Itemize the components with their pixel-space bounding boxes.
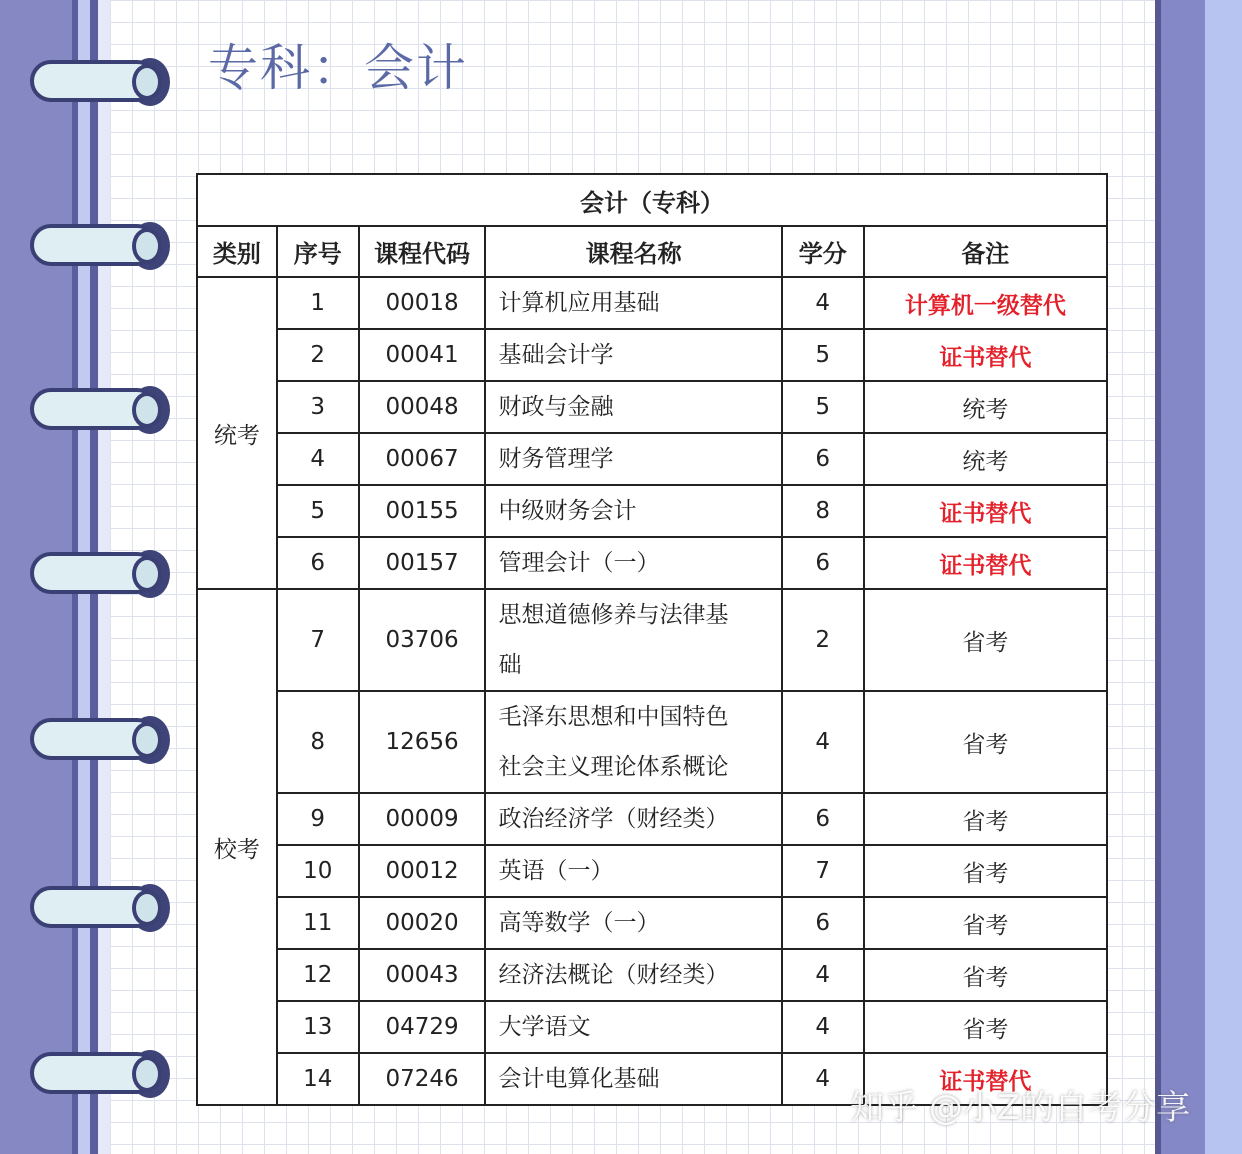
watermark: 知乎 @小Z的自考分享: [850, 1088, 1191, 1128]
note-cell: 计算机一级替代: [864, 277, 1107, 329]
course-code-cell: 00043: [359, 949, 486, 1001]
credit-cell: 6: [782, 897, 864, 949]
course-code-cell: 00067: [359, 433, 486, 485]
credit-cell: 5: [782, 329, 864, 381]
note-cell: 证书替代: [864, 1053, 1107, 1105]
course-name-cell: 财政与金融: [485, 381, 781, 433]
course-code-cell: 00048: [359, 381, 486, 433]
course-table: [196, 173, 1108, 1106]
table-row: [197, 1001, 1107, 1053]
row-number-cell: 9: [277, 793, 359, 845]
table-row: [197, 845, 1107, 897]
note-cell: 省考: [864, 589, 1107, 691]
row-number-cell: 2: [277, 329, 359, 381]
course-name-cell: 财务管理学: [485, 433, 781, 485]
header-category: 类别: [197, 226, 277, 277]
row-number-cell: 6: [277, 537, 359, 589]
header-credit: 学分: [782, 226, 864, 277]
category-cell: 统考: [197, 277, 277, 589]
course-name-line: 础: [498, 652, 522, 678]
table-row: [197, 537, 1107, 589]
credit-cell: 2: [782, 589, 864, 691]
row-number-cell: 10: [277, 845, 359, 897]
course-name-cell: 英语（一）: [485, 845, 781, 897]
course-code-cell: 00157: [359, 537, 486, 589]
course-name-cell: 基础会计学: [485, 329, 781, 381]
course-code-cell: 00020: [359, 897, 486, 949]
course-code-cell: 00018: [359, 277, 486, 329]
note-cell: 统考: [864, 381, 1107, 433]
row-number-cell: 7: [277, 589, 359, 691]
credit-cell: 4: [782, 1053, 864, 1105]
header-course-code: 课程代码: [359, 226, 486, 277]
course-name-line: 思想道德修养与法律基: [498, 602, 729, 628]
course-name-cell: [485, 589, 781, 691]
course-name-cell: 管理会计（一）: [485, 537, 781, 589]
course-code-cell: 00012: [359, 845, 486, 897]
note-cell: 省考: [864, 1001, 1107, 1053]
credit-cell: 7: [782, 845, 864, 897]
row-number-cell: 4: [277, 433, 359, 485]
binder-band-outer: [1205, 0, 1242, 1154]
table-row: [197, 897, 1107, 949]
course-code-cell: 00009: [359, 793, 486, 845]
row-number-cell: 3: [277, 381, 359, 433]
course-code-cell: 03706: [359, 589, 486, 691]
course-name-cell: 经济法概论（财经类）: [485, 949, 781, 1001]
course-name-line: 毛泽东思想和中国特色: [498, 704, 729, 730]
credit-cell: 4: [782, 949, 864, 1001]
table-row: [197, 589, 1107, 691]
table-row: [197, 691, 1107, 793]
credit-cell: 4: [782, 691, 864, 793]
table-row: [197, 329, 1107, 381]
table-row: [197, 433, 1107, 485]
binder-ring-icon: [30, 58, 164, 106]
row-number-cell: 13: [277, 1001, 359, 1053]
course-code-cell: 00041: [359, 329, 486, 381]
course-name-cell: 大学语文: [485, 1001, 781, 1053]
header-course-name: 课程名称: [485, 226, 781, 277]
binder-ring-icon: [30, 222, 164, 270]
credit-cell: 6: [782, 433, 864, 485]
note-cell: 省考: [864, 793, 1107, 845]
row-number-cell: 8: [277, 691, 359, 793]
course-name-cell: 会计电算化基础: [485, 1053, 781, 1105]
binder-band-right: [1161, 0, 1205, 1154]
course-code-cell: 07246: [359, 1053, 486, 1105]
table-row: [197, 381, 1107, 433]
credit-cell: 6: [782, 537, 864, 589]
course-name-line: 社会主义理论体系概论: [498, 754, 729, 780]
course-name-cell: 政治经济学（财经类）: [485, 793, 781, 845]
binder-ring-icon: [30, 884, 164, 932]
note-cell: 证书替代: [864, 485, 1107, 537]
row-number-cell: 12: [277, 949, 359, 1001]
binder-ring-icon: [30, 550, 164, 598]
note-cell: 省考: [864, 691, 1107, 793]
table-row: [197, 485, 1107, 537]
course-name-cell: [485, 691, 781, 793]
header-number: 序号: [277, 226, 359, 277]
table-row: [197, 793, 1107, 845]
note-cell: 证书替代: [864, 329, 1107, 381]
note-cell: 省考: [864, 845, 1107, 897]
credit-cell: 5: [782, 381, 864, 433]
note-cell: 统考: [864, 433, 1107, 485]
course-name-cell: 计算机应用基础: [485, 277, 781, 329]
binder-ring-icon: [30, 386, 164, 434]
row-number-cell: 5: [277, 485, 359, 537]
category-cell: 校考: [197, 589, 277, 1105]
binder-ring-icon: [30, 716, 164, 764]
table-row: [197, 277, 1107, 329]
course-name-cell: 中级财务会计: [485, 485, 781, 537]
note-cell: 省考: [864, 949, 1107, 1001]
row-number-cell: 1: [277, 277, 359, 329]
note-cell: 省考: [864, 897, 1107, 949]
binder-ring-icon: [30, 1050, 164, 1098]
page-title: 专科：会计: [208, 39, 468, 97]
row-number-cell: 14: [277, 1053, 359, 1105]
header-note: 备注: [864, 226, 1107, 277]
credit-cell: 4: [782, 277, 864, 329]
course-code-cell: 12656: [359, 691, 486, 793]
table-row: [197, 949, 1107, 1001]
course-code-cell: 04729: [359, 1001, 486, 1053]
credit-cell: 8: [782, 485, 864, 537]
course-code-cell: 00155: [359, 485, 486, 537]
credit-cell: 4: [782, 1001, 864, 1053]
note-cell: 证书替代: [864, 537, 1107, 589]
table-caption: 会计（专科）: [197, 174, 1107, 226]
row-number-cell: 11: [277, 897, 359, 949]
credit-cell: 6: [782, 793, 864, 845]
course-name-cell: 高等数学（一）: [485, 897, 781, 949]
table-header-row: [197, 226, 1107, 277]
